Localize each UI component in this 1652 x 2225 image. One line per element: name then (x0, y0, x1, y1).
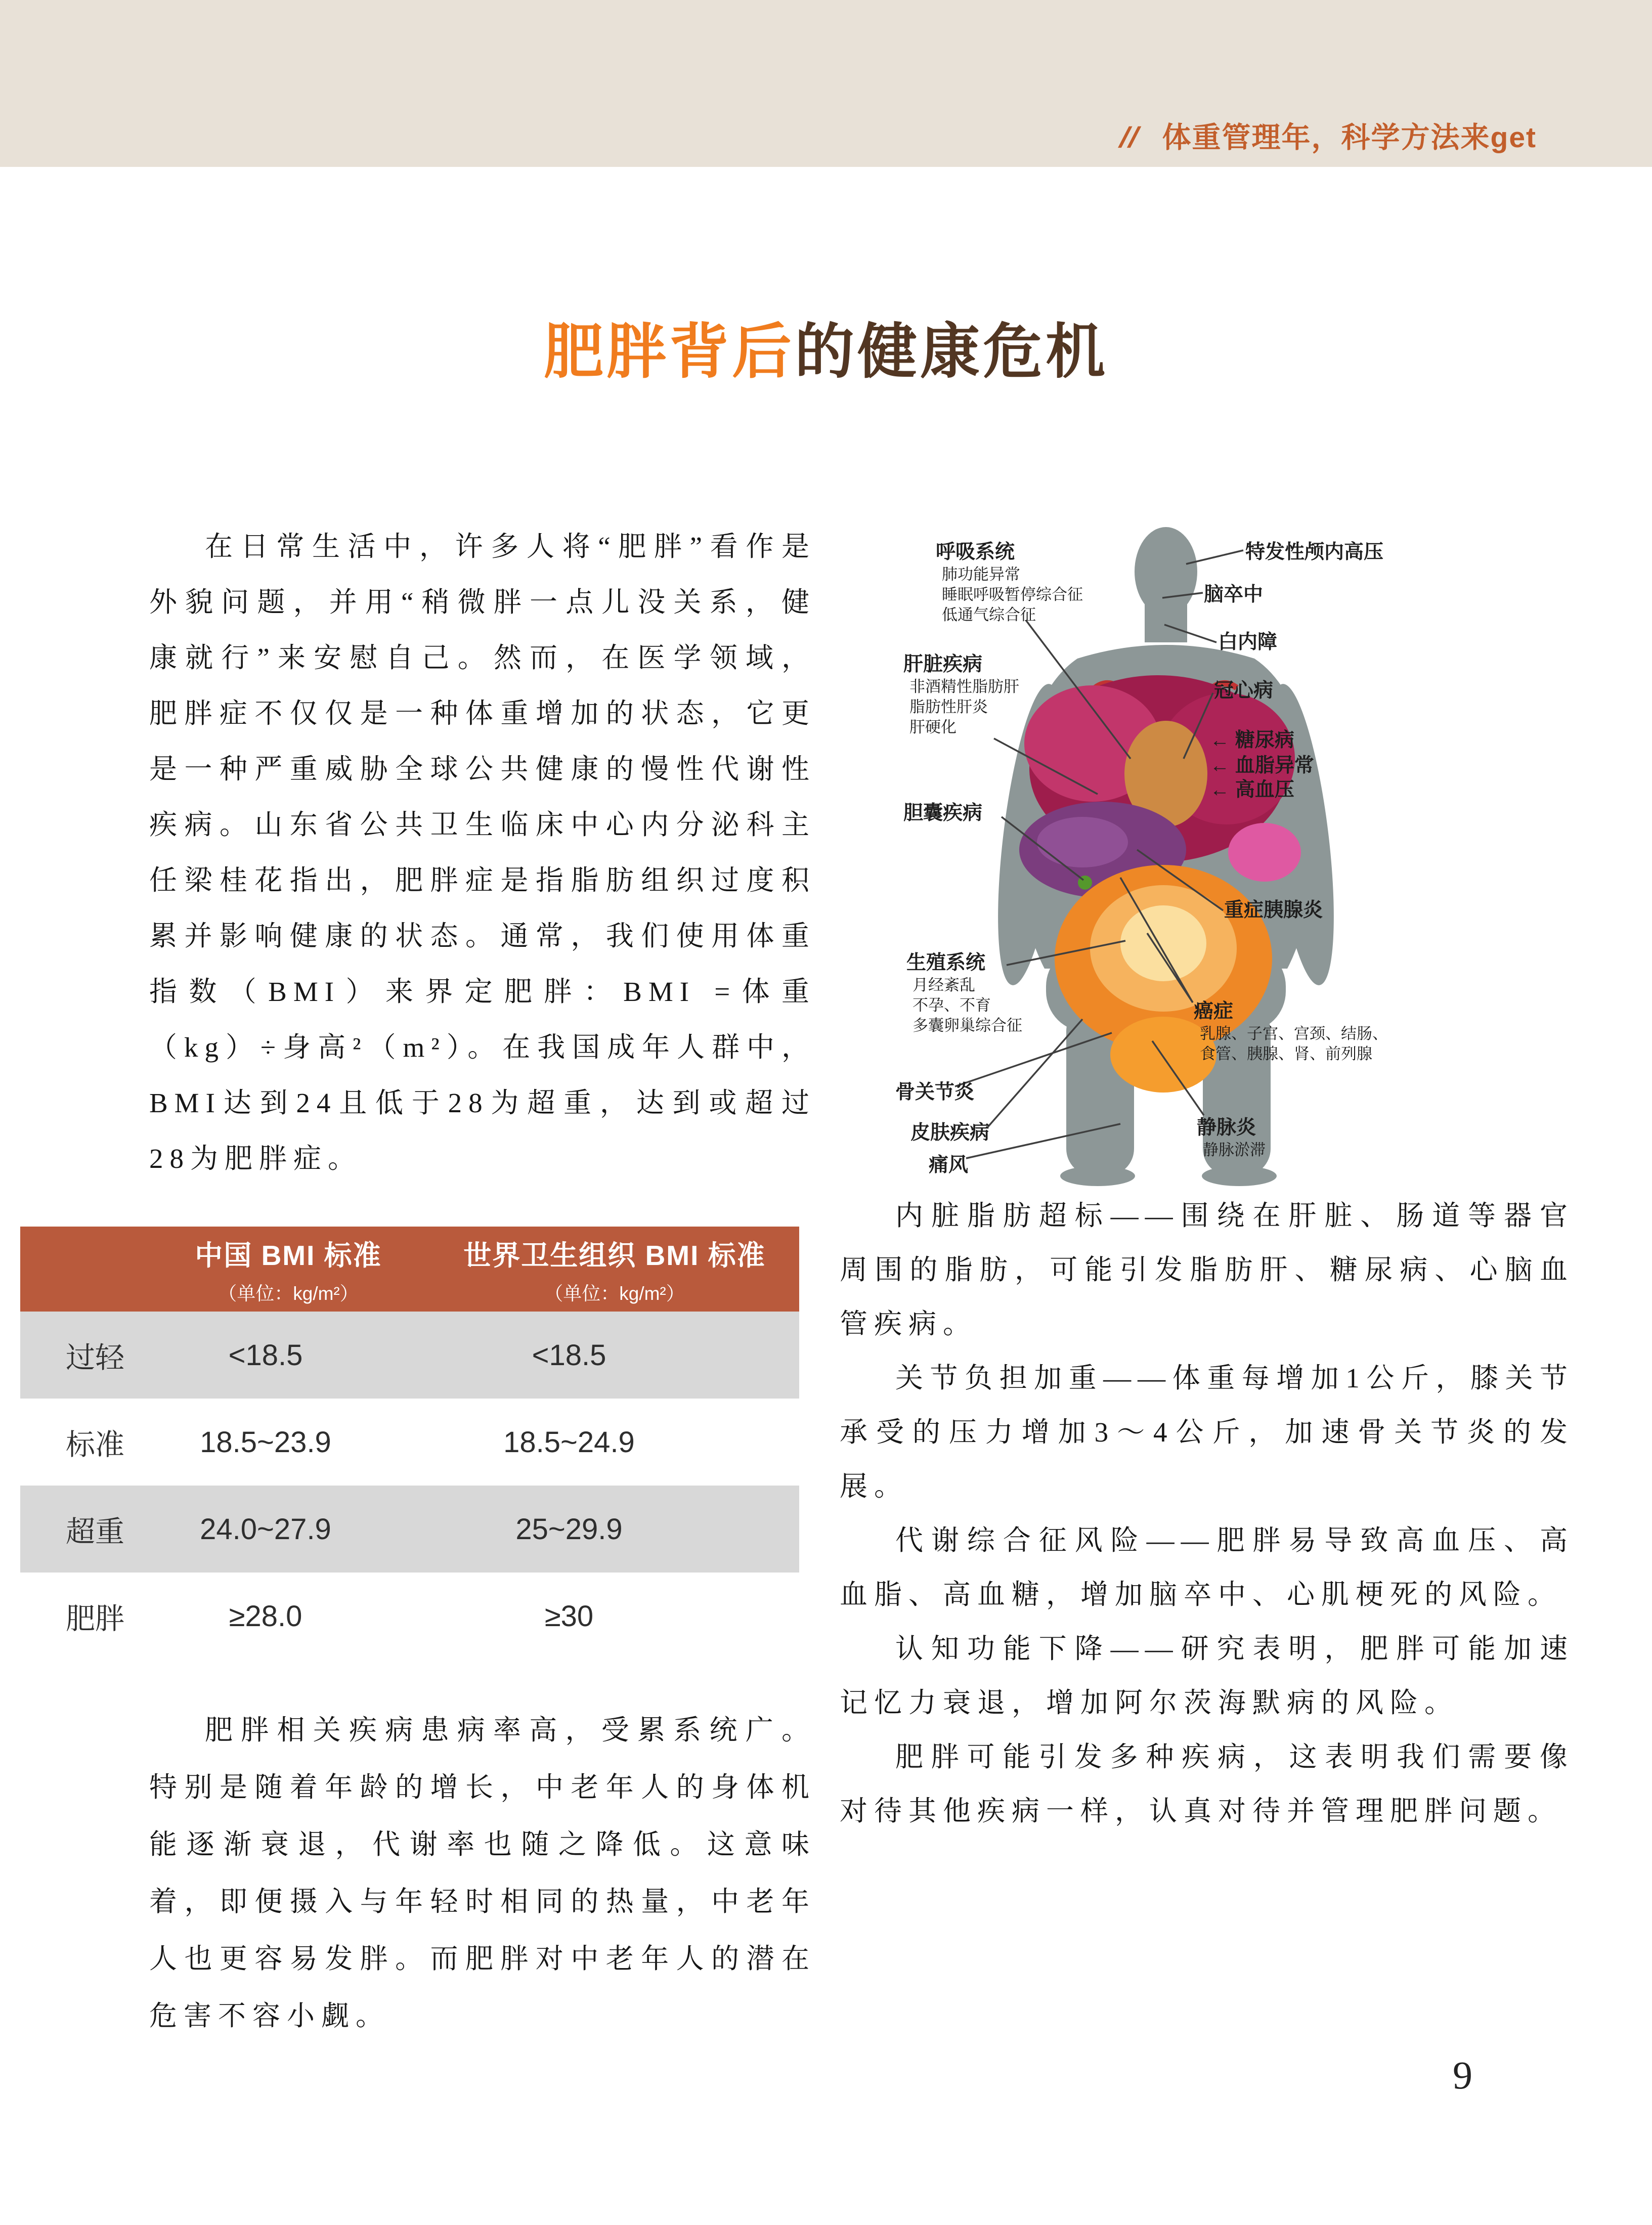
row-label: 超重 (66, 1515, 125, 1548)
right-paragraph-cognitive-decline: 认知功能下降——研究表明，肥胖可能加速记忆力衰退，增加阿尔茨海默病的风险。 (840, 1633, 1574, 1718)
column-unit: （单位：kg/m²） (218, 1283, 359, 1304)
figure-label-gallbladder (903, 801, 982, 825)
bmi-standards-table (20, 1227, 799, 1660)
figure-label-osteoarthritis (895, 1080, 974, 1105)
figure-label-title: 重症胰腺炎 (1224, 899, 1323, 921)
figure-label-title: 肝脏疾病 (903, 653, 983, 675)
left-paragraph-1: 在日常生活中，许多人将“肥胖”看作是外貌问题，并用“稍微胖一点儿没关系，健康就行”来安慰自己。然而，在医学领域，肥胖症不仅仅是一种体重增加的状态，它更是一种严重威胁全球公共健康的慢性代谢性疾病。山东省公共卫生临床中心内分泌科主任梁桂花指出，肥胖症是指脂肪组织过度积累并影响健康的状态。通常，我们使用体重指数（BMI）来界定肥胖：BMI =体重（kg）÷身高²（m²）。在我国成年人群中，BMI达到24且低于28为超重，达到或超过28为肥胖症。 (149, 531, 816, 1174)
china-value: <18.5 (228, 1338, 303, 1372)
figure-label-title: 呼吸系统 (936, 541, 1015, 563)
title-rest: 的健康危机 (795, 319, 1109, 385)
figure-label-diabetes (1210, 728, 1294, 753)
figure-label-title: 痛风 (929, 1154, 969, 1176)
table-header-china (147, 1233, 430, 1305)
figure-label-gout (929, 1153, 968, 1177)
figure-label-intracranial-hypertension (1245, 540, 1383, 564)
right-paragraph-joint-load: 关节负担加重——体重每增加1公斤，膝关节承受的压力增加3～4公斤，加速骨关节炎的发展。 (840, 1363, 1574, 1502)
figure-label-title: 胆囊疾病 (903, 802, 983, 824)
figure-label-title: ← 糖尿病 (1210, 729, 1294, 751)
table-row (20, 1486, 799, 1573)
figure-label-skin-disease (910, 1121, 989, 1145)
figure-label-title: 白内障 (1218, 631, 1278, 653)
obesity-disease-diagram (835, 521, 1593, 1189)
figure-label-coronary-heart-disease (1214, 679, 1273, 703)
column-header: 世界卫生组织 BMI 标准 (463, 1239, 766, 1271)
figure-label-item: 乳腺、子宫、宫颈、结肠、 (1200, 1025, 1388, 1042)
figure-label-dyslipidemia (1210, 754, 1314, 778)
figure-label-liver-disease (903, 652, 1019, 737)
figure-label-item: 食管、胰腺、肾、前列腺 (1200, 1045, 1372, 1063)
page-title (0, 303, 1652, 389)
figure-label-cataract (1218, 630, 1277, 655)
figure-label-item: 低通气综合征 (942, 606, 1036, 624)
page-number: 9 (1453, 2053, 1472, 2097)
china-value: ≥28.0 (229, 1599, 302, 1633)
figure-label-cancer (1194, 999, 1388, 1064)
figure-label-title: 特发性颅内高压 (1245, 541, 1384, 563)
table-header-who (430, 1233, 799, 1305)
title-highlight: 肥胖背后 (543, 319, 795, 385)
header-title: 体重管理年，科学方法来get (1162, 121, 1537, 154)
who-value: 18.5~24.9 (503, 1425, 635, 1459)
who-value: <18.5 (532, 1338, 606, 1372)
row-label: 肥胖 (66, 1602, 125, 1635)
right-paragraph-conclusion: 肥胖可能引发多种疾病，这表明我们需要像对待其他疾病一样，认真对待并管理肥胖问题。 (840, 1741, 1574, 1826)
china-value: 24.0~27.9 (200, 1512, 331, 1546)
figure-label-title: 静脉炎 (1197, 1117, 1256, 1139)
right-paragraph-metabolic-syndrome: 代谢综合征风险——肥胖易导致高血压、高血脂、高血糖，增加脑卒中、心肌梗死的风险。 (840, 1525, 1574, 1610)
figure-label-item: 睡眠呼吸暂停综合征 (942, 586, 1083, 603)
figure-label-item: 脂肪性肝炎 (909, 698, 988, 716)
figure-label-pancreatitis (1224, 898, 1323, 923)
right-paragraph-visceral-fat: 内脏脂肪超标——围绕在肝脏、肠道等器官周围的脂肪，可能引发脂肪肝、糖尿病、心脑血管疾病。 (840, 1200, 1574, 1339)
figure-label-phlebitis (1197, 1116, 1266, 1160)
figure-label-item: 非酒精性脂肪肝 (909, 678, 1019, 695)
right-column (840, 1189, 1574, 1838)
table-row (20, 1312, 799, 1399)
figure-label-item: 多囊卵巢综合征 (912, 1017, 1022, 1034)
table-row (20, 1573, 799, 1660)
who-value: ≥30 (544, 1599, 594, 1633)
figure-label-title: ← 血脂异常 (1210, 755, 1314, 776)
figure-label-item: 肺功能异常 (942, 565, 1020, 583)
figure-label-title: 骨关节炎 (895, 1081, 975, 1103)
figure-label-item: 月经紊乱 (912, 976, 975, 994)
figure-label-title: ← 高血压 (1210, 779, 1294, 801)
who-value: 25~29.9 (515, 1512, 623, 1546)
page-header (1115, 114, 1537, 156)
table-header-row (20, 1227, 799, 1312)
figure-label-title: 脑卒中 (1204, 584, 1264, 605)
table-row (20, 1399, 799, 1486)
row-label: 标准 (66, 1428, 125, 1461)
figure-label-item: 静脉淤滞 (1203, 1141, 1266, 1159)
figure-label-title: 皮肤疾病 (910, 1122, 990, 1144)
figure-label-title: 冠心病 (1214, 680, 1274, 702)
figure-label-title: 生殖系统 (906, 952, 986, 974)
figure-label-title: 癌症 (1194, 1000, 1234, 1022)
china-value: 18.5~23.9 (200, 1425, 331, 1459)
row-label: 过轻 (66, 1341, 125, 1374)
figure-label-hypertension (1210, 778, 1294, 802)
header-band (0, 0, 1652, 167)
figure-label-reproductive (906, 951, 1022, 1036)
figure-label-item: 肝硬化 (909, 718, 957, 736)
figure-label-item: 不孕、不育 (912, 996, 991, 1014)
column-header: 中国 BMI 标准 (195, 1239, 382, 1271)
double-slash-icon: // (1115, 121, 1144, 154)
figure-label-respiratory (936, 540, 1083, 625)
column-unit: （单位：kg/m²） (544, 1283, 685, 1304)
left-paragraph-2: 肥胖相关疾病患病率高，受累系统广。特别是随着年龄的增长，中老年人的身体机能逐渐衰退，代谢率也随之降低。这意味着，即便摄入与年轻时相同的热量，中老年人也更容易发胖。而肥胖对中老年人的潜在危害不容小觑。 (149, 1715, 816, 2031)
figure-label-stroke (1204, 583, 1263, 607)
